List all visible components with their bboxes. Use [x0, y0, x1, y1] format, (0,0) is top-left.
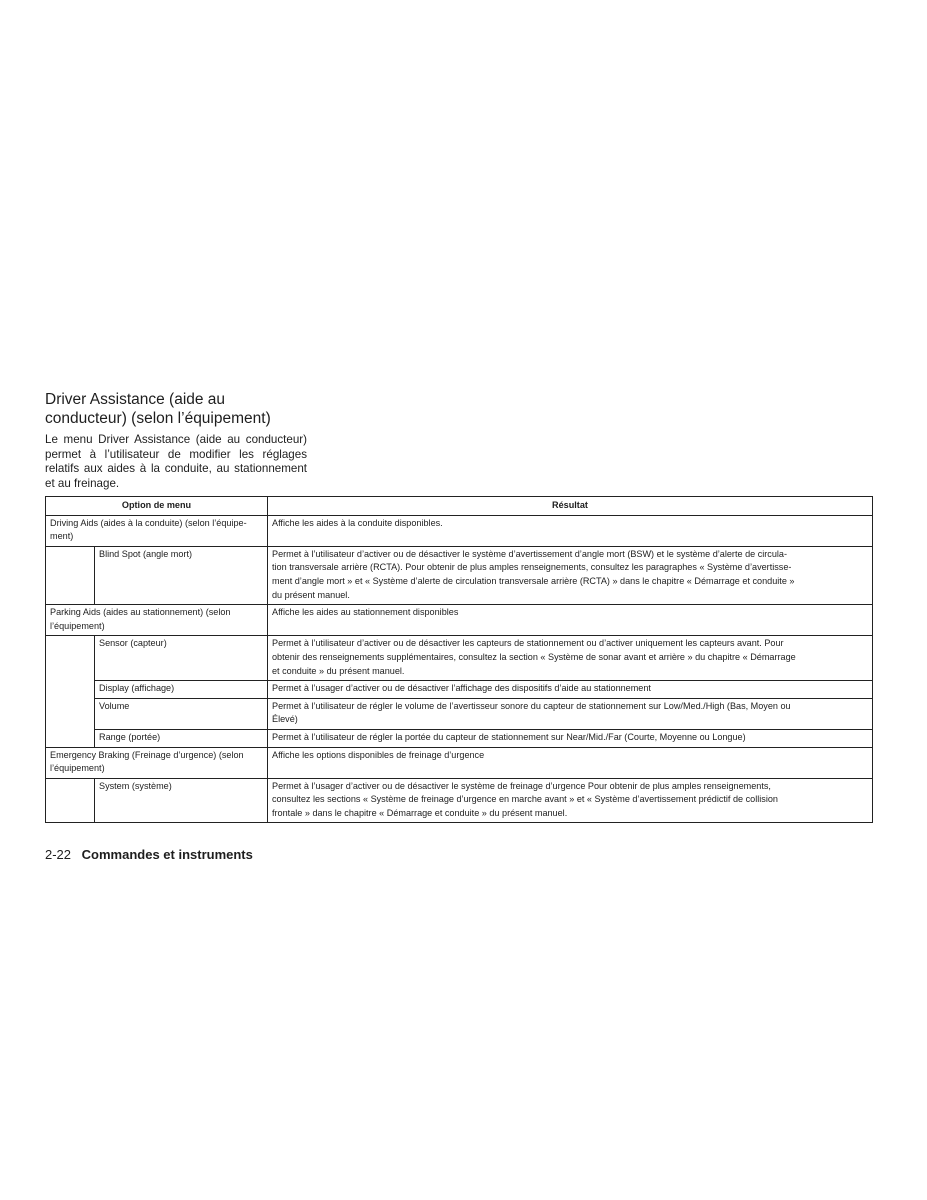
option-cell: System (système): [95, 778, 268, 823]
result-cell: [268, 546, 873, 604]
table-row: [46, 747, 873, 778]
intro-line: relatifs aux aides à la conduite, au stationnement: [45, 462, 307, 476]
option-cell: Volume: [95, 698, 268, 729]
result-line: Permet à l’utilisateur d’activer ou de désactiver le système d’avertissement d’angle mort (BSW) et le système d’alerte de circula-: [272, 548, 788, 559]
page-number: 2-22: [45, 847, 72, 862]
option-cell: Blind Spot (angle mort): [95, 546, 268, 604]
intro-line: et au freinage.: [45, 476, 120, 490]
result-line: tion transversale arrière (RCTA). Pour obtenir de plus amples renseignements, consultez les paragraphes « Système d’avertisse-: [272, 562, 792, 573]
section-heading-line: conducteur) (selon l’équipement): [45, 410, 271, 427]
result-line: ment d’angle mort » et « Système d’alerte de circulation transversale arrière (RCTA) » dans le chapitre « Démarrage et conduite »: [272, 575, 795, 586]
result-line: consultez les sections « Système de freinage d’urgence en marche avant » et « Système d’avertissement prédictif de collision: [272, 794, 778, 805]
option-cell: [46, 747, 268, 778]
option-line: Driving Aids (aides à la conduite) (selon l’équipe-: [50, 517, 247, 528]
result-line: Permet à l’utilisateur d’activer ou de désactiver les capteurs de stationnement ou d’activer uniquement les capteurs avant. Pour: [272, 638, 784, 649]
option-line: ment): [50, 531, 74, 542]
result-line: et conduite » du présent manuel.: [272, 665, 405, 676]
option-cell: [46, 605, 268, 636]
result-cell: [268, 515, 873, 546]
result-line: Permet à l’usager d’activer ou de désactiver le système de freinage d’urgence Pour obtenir de plus amples renseignements,: [272, 780, 771, 791]
table-row: [46, 698, 873, 729]
result-cell: [268, 605, 873, 636]
chapter-title: Commandes et instruments: [81, 847, 253, 862]
intro-paragraph: [45, 433, 307, 491]
result-cell: [268, 729, 873, 747]
result-line: Permet à l’usager d’activer ou de désactiver l’affichage des dispositifs d’aide au stationnement: [272, 683, 651, 694]
option-cell: [46, 515, 268, 546]
option-line: l’équipement): [50, 620, 105, 631]
intro-line: Le menu Driver Assistance (aide au conducteur): [45, 433, 307, 446]
result-line: Affiche les options disponibles de freinage d’urgence: [272, 749, 485, 760]
result-line: Permet à l’utilisateur de régler le volume de l’avertisseur sonore du capteur de stationnement sur Low/Med./High (Bas, Moyen ou: [272, 700, 791, 711]
result-cell: [268, 636, 873, 681]
intro-line: permet à l’utilisateur de modifier les réglages: [45, 447, 307, 461]
table-row: [46, 605, 873, 636]
indent-cell: [46, 546, 95, 604]
indent-cell: [46, 636, 95, 747]
result-line: Affiche les aides à la conduite disponibles.: [272, 517, 443, 528]
option-cell: Display (affichage): [95, 681, 268, 699]
result-line: Permet à l’utilisateur de régler la portée du capteur de stationnement sur Near/Mid./Far (Courte, Moyenne ou Longue): [272, 731, 746, 742]
result-line: Élevé): [272, 714, 298, 725]
section-heading: [45, 390, 335, 428]
table-header-row: [46, 497, 873, 516]
header-result: Résultat: [268, 497, 873, 516]
header-option: Option de menu: [46, 497, 268, 516]
result-cell: [268, 778, 873, 823]
result-cell: [268, 698, 873, 729]
table-row: [46, 636, 873, 681]
option-line: Parking Aids (aides au stationnement) (selon: [50, 607, 231, 618]
result-cell: [268, 681, 873, 699]
table-row: [46, 515, 873, 546]
result-line: obtenir des renseignements supplémentaires, consultez la section « Système de sonar avant et arrière » du chapitre « Démarrage: [272, 651, 796, 662]
option-cell: Sensor (capteur): [95, 636, 268, 681]
result-line: du présent manuel.: [272, 589, 350, 600]
page-footer: [45, 846, 253, 864]
option-line: l’équipement): [50, 763, 105, 774]
table-row: [46, 681, 873, 699]
result-cell: [268, 747, 873, 778]
menu-options-table: [45, 496, 873, 823]
table-row: [46, 546, 873, 604]
option-cell: Range (portée): [95, 729, 268, 747]
table-row: [46, 729, 873, 747]
result-line: Affiche les aides au stationnement disponibles: [272, 607, 459, 618]
section-heading-line: Driver Assistance (aide au: [45, 391, 226, 408]
table-row: [46, 778, 873, 823]
indent-cell: [46, 778, 95, 823]
result-line: frontale » dans le chapitre « Démarrage et conduite » du présent manuel.: [272, 807, 568, 818]
option-line: Emergency Braking (Freinage d’urgence) (selon: [50, 749, 244, 760]
